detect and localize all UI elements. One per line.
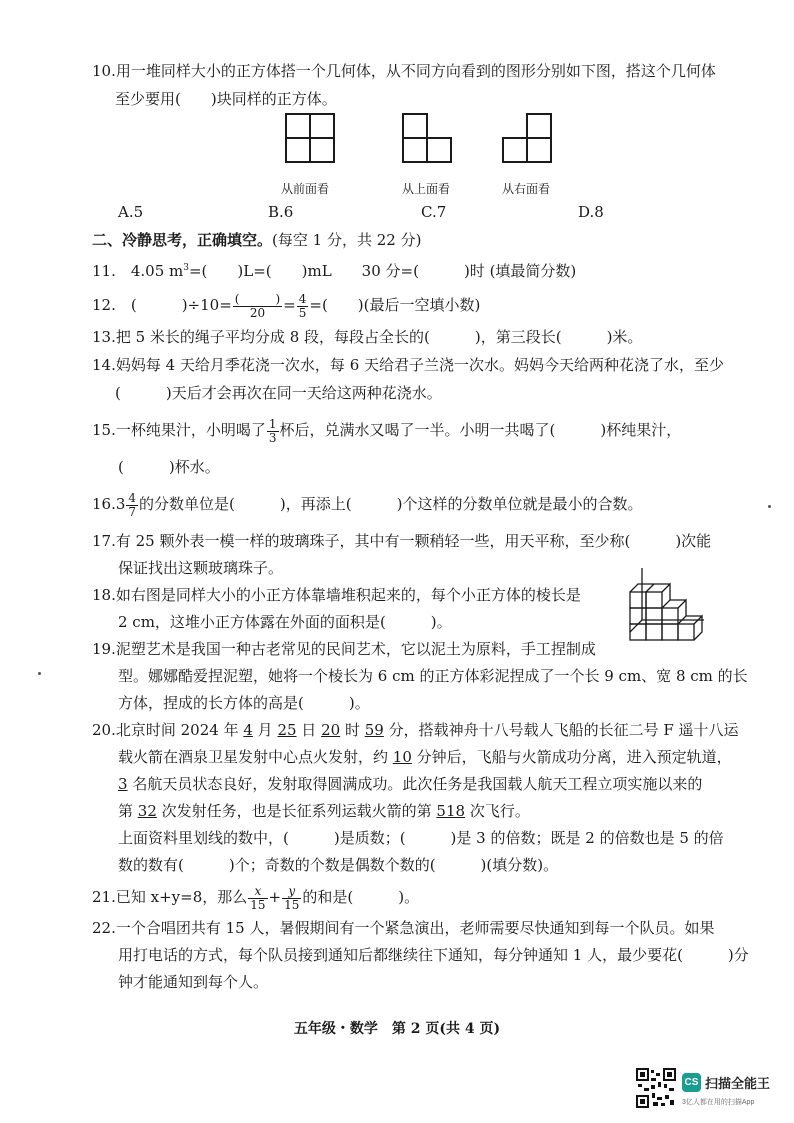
q20-line2 [118, 746, 732, 768]
q16-den: 7 [128, 504, 137, 519]
q11 [92, 257, 576, 282]
q12-f1-den: 20 [249, 305, 266, 320]
q19-line3: 方体，捏成的长方体的高是( )。 [118, 694, 370, 712]
option-c: C.7 [421, 203, 447, 221]
q16-part-a: 16.3 [92, 495, 126, 513]
q14-line2: ( )天后才会再次在同一天给这两种花浇水。 [115, 384, 442, 402]
q20-num-518: 518 [436, 802, 466, 820]
caption-right: 从右面看 [502, 182, 551, 196]
option-b: B.6 [268, 203, 294, 221]
q12-part-a: 12. ( )÷10= [92, 296, 232, 314]
q20-line3 [118, 773, 702, 795]
q20-l4a: 第 [118, 802, 138, 820]
q22-line1: 22.一个合唱团共有 15 人，暑假期间有一个紧急演出，老师需要尽快通知到每一个队员。如果 [92, 919, 715, 937]
q20-num-32: 32 [137, 802, 157, 820]
caption-front: 从前面看 [281, 182, 330, 196]
q15-den: 3 [268, 430, 277, 445]
q16 [92, 487, 642, 521]
q12-eq: = [283, 296, 296, 314]
q12-f1-num: ( ) [234, 291, 281, 306]
q21-plus: + [268, 888, 282, 906]
q15-fraction [267, 418, 279, 445]
q21-f2-num: y [282, 885, 301, 899]
q19-line2: 型。娜娜酷爱捏泥塑，她将一个棱长为 6 cm 的正方体彩泥捏成了一个长 9 cm、宽 8 cm 的长 [118, 667, 748, 685]
q21-part-a: 21.已知 x+y=8，那么 [92, 888, 248, 906]
q18-line1: 18.如右图是同样大小的小正方体靠墙堆积起来的，每个小正方体的棱长是 [92, 586, 581, 604]
q20-num-25: 25 [277, 721, 297, 739]
q12-fraction-1 [233, 293, 282, 320]
top-view-figure [402, 113, 452, 163]
q22-line2: 用打电话的方式，每个队员接到通知后都继续往下通知，每分钟通知 1 人，最少要花( )分 [118, 946, 749, 964]
camscanner-logo-icon: CS [682, 1073, 701, 1092]
front-view-figure [285, 113, 335, 163]
q13: 13.把 5 米长的绳子平均分成 8 段，每段占全长的( )，第三段长( )米。 [92, 328, 643, 346]
camscanner-tagline: 3亿人都在用的扫描App [682, 1099, 755, 1106]
q21-part-b: 的和是( )。 [302, 888, 420, 906]
q21-fraction-x [248, 885, 267, 912]
q21 [92, 880, 419, 914]
q21-f2-den: 15 [284, 897, 300, 912]
qr-code-icon [636, 1068, 676, 1108]
q20-l2b: 分钟后，飞船与火箭成功分离，进入预定轨道， [411, 748, 732, 766]
q15-num: 1 [268, 416, 277, 431]
q20-l1c: 日 [296, 721, 322, 739]
q11-part-a: 11. 4.05 m [92, 262, 184, 280]
q11-sup: 3 [183, 263, 189, 273]
q20-line4 [118, 800, 530, 822]
q20-l4c: 次飞行。 [465, 802, 530, 820]
q14-line1: 14.妈妈每 4 天给月季花浇一次水，每 6 天给君子兰浇一次水。妈妈今天给两种花浇了水，至少 [92, 356, 725, 374]
q21-fraction-y [282, 885, 301, 912]
q12-part-b: =( )(最后一空填小数) [309, 296, 481, 314]
q20-l1d: 时 [340, 721, 365, 739]
q20-num-10: 10 [392, 748, 412, 766]
q20-l1b: 月 [252, 721, 278, 739]
section2-heading [92, 229, 421, 251]
q20-num-20: 20 [321, 721, 341, 739]
q20-l4b: 次发射任务，也是长征系列运载火箭的第 [156, 802, 437, 820]
q20-l2a: 载火箭在酒泉卫星发射中心点火发射，约 [118, 748, 393, 766]
q12-f2-num: 4 [298, 291, 307, 306]
q12-f2-den: 5 [298, 305, 307, 320]
camscanner-name: 扫描全能王 [705, 1076, 771, 1091]
q16-num: 4 [128, 490, 137, 505]
q15-line2: ( )杯水。 [118, 458, 220, 476]
q10-line1: 10.用一堆同样大小的正方体搭一个几何体，从不同方向看到的图形分别如下图，搭这个几何体 [92, 62, 716, 80]
q22-line3: 钟才能通知到每个人。 [118, 973, 269, 991]
q15-line1 [92, 413, 681, 447]
caption-top: 从上面看 [402, 182, 451, 196]
q20-line5: 上面资料里划线的数中，( )是质数；( )是 3 的倍数；既是 2 的倍数也是 5 的倍 [118, 829, 724, 847]
option-a: A.5 [118, 203, 144, 221]
q20-l3: 名航天员状态良好，发射取得圆满成功。此次任务是我国载人航天工程立项实施以来的 [127, 775, 703, 793]
scan-speck [768, 505, 771, 508]
q21-f1-num: x [248, 885, 267, 899]
q16-part-b: 的分数单位是( )，再添上( )个这样的分数单位就是最小的合数。 [139, 495, 643, 513]
q20-num-4: 4 [243, 721, 253, 739]
scan-speck [38, 672, 41, 675]
q19-line1: 19.泥塑艺术是我国一种古老常见的民间艺术，它以泥土为原料，手工捏制成 [92, 640, 596, 658]
q20-l1a: 20.北京时间 2024 年 [92, 721, 244, 739]
q11-part-b: =( )L=( )mL 30 分=( )时 (填最简分数) [188, 262, 577, 280]
section2-note: (每空 1 分，共 22 分) [272, 231, 422, 249]
q21-f1-den: 15 [250, 897, 266, 912]
stacked-cubes-figure [628, 568, 708, 650]
q12 [92, 288, 480, 322]
q20-line1 [92, 719, 739, 741]
q16-fraction [126, 492, 138, 519]
page-footer: 五年级・数学 第 2 页(共 4 页) [293, 1021, 501, 1037]
q20-line6: 数的数有( )个；奇数的个数是偶数个数的( )(填分数)。 [118, 856, 559, 874]
q18-line2: 2 cm，这堆小正方体露在外面的面积是( )。 [118, 613, 452, 631]
q15-part-b: 杯后，兑满水又喝了一半。小明一共喝了( )杯纯果汁， [279, 421, 682, 439]
q17-line1: 17.有 25 颗外表一模一样的玻璃珠子，其中有一颗稍轻一些，用天平称，至少称( )次能 [92, 532, 712, 550]
q20-num-3: 3 [118, 775, 128, 793]
q20-num-59: 59 [364, 721, 384, 739]
q12-fraction-2 [297, 293, 309, 320]
section2-title: 二、冷静思考，正确填空。 [92, 231, 273, 249]
q10-line2: 至少要用( )块同样的正方体。 [115, 90, 337, 108]
q15-part-a: 15.一杯纯果汁，小明喝了 [92, 421, 266, 439]
q20-l1e: 分，搭载神舟十八号载人飞船的长征二号 F 遥十八运 [383, 721, 739, 739]
option-d: D.8 [578, 203, 604, 221]
q17-line2: 保证找出这颗玻璃珠子。 [118, 559, 284, 577]
right-view-figure [502, 113, 552, 163]
